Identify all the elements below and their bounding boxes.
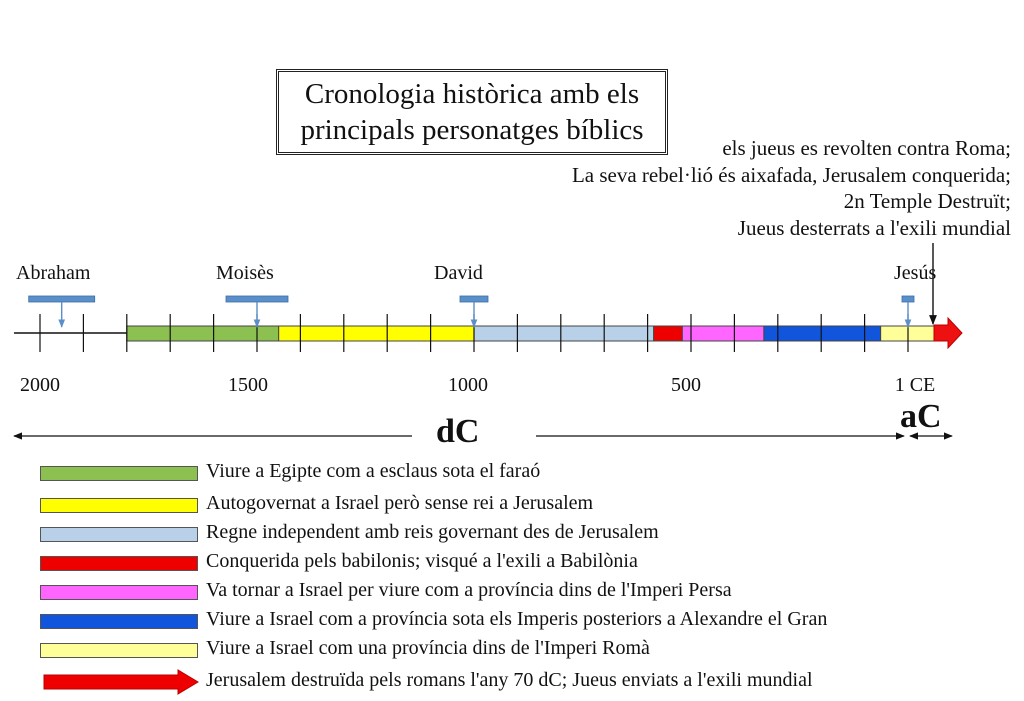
person-label-david: David [434, 262, 483, 284]
person-label-jesus: Jesús [894, 262, 937, 284]
legend-item-kingdom [40, 521, 659, 546]
legend-arrow-icon [40, 669, 200, 695]
era-label-ac: aC [900, 398, 942, 435]
marker-abraham [29, 296, 95, 327]
legend-label: Viure a Israel com a província sota els Imperis posteriors a Alexandre el Gran [206, 608, 828, 630]
person-label-abraham: Abraham [16, 262, 91, 284]
legend-item-hellenistic [40, 608, 828, 633]
tick-label-1500: 1500 [228, 374, 268, 396]
legend-label: Autogovernat a Israel però sense rei a Jerusalem [206, 492, 594, 514]
legend-item-persia [40, 579, 732, 604]
legend-swatch [40, 527, 198, 542]
legend-label: Regne independent amb reis governant des de Jerusalem [206, 521, 659, 543]
legend-item-babylon [40, 550, 638, 575]
legend-swatch [40, 614, 198, 629]
marker-david [460, 296, 488, 327]
annotation-line-2: La seva rebel·lió és aixafada, Jerusalem conquerida; [571, 162, 1011, 187]
period-bars [127, 326, 939, 341]
person-markers [29, 296, 914, 327]
period-bar-2 [474, 326, 654, 341]
annotation-line-4: Jueus desterrats a l'exili mundial [737, 215, 1011, 240]
period-bar-6 [881, 326, 939, 341]
annotation-line-3: 2n Temple Destruït; [843, 189, 1011, 213]
person-label-moises: Moisès [216, 262, 274, 284]
marker-moisès [226, 296, 288, 327]
legend-item-egypt [40, 460, 541, 485]
legend-swatch [40, 556, 198, 571]
title-line-2: principals personatges bíblics [300, 114, 644, 146]
legend-label: Jerusalem destruïda pels romans l'any 70 dC; Jueus enviats a l'exili mundial [206, 669, 813, 691]
marker-jesús [902, 296, 914, 327]
legend-swatch [40, 585, 198, 600]
period-bar-5 [764, 326, 881, 341]
title-line-1: Cronologia històrica amb els [304, 78, 640, 110]
tick-label-1000: 1000 [448, 374, 488, 396]
roman-destruction-arrow [934, 318, 962, 348]
legend-swatch [40, 643, 198, 658]
period-bar-0 [127, 326, 279, 341]
legend-label: Viure a Egipte com a esclaus sota el faraó [206, 460, 541, 482]
legend-label: Viure a Israel com una província dins de l'Imperi Romà [206, 637, 650, 659]
period-bar-4 [682, 326, 764, 341]
legend-item-destruction [40, 669, 813, 694]
tick-label-2000: 2000 [20, 374, 60, 396]
period-bar-3 [654, 326, 683, 341]
legend-swatch [40, 498, 198, 513]
legend-swatch [40, 466, 198, 481]
legend-item-rome [40, 637, 650, 662]
legend-item-self-governed [40, 492, 594, 517]
annotation-line-1: els jueus es revolten contra Roma; [722, 136, 1011, 160]
tick-label-1-ce: 1 CE [894, 374, 936, 396]
legend-label: Conquerida pels babilonis; visqué a l'exili a Babilònia [206, 550, 638, 572]
era-label-dc: dC [436, 413, 480, 450]
legend-label: Va tornar a Israel per viure com a província dins de l'Imperi Persa [206, 579, 732, 601]
period-bar-1 [279, 326, 474, 341]
tick-label-500: 500 [671, 374, 701, 396]
